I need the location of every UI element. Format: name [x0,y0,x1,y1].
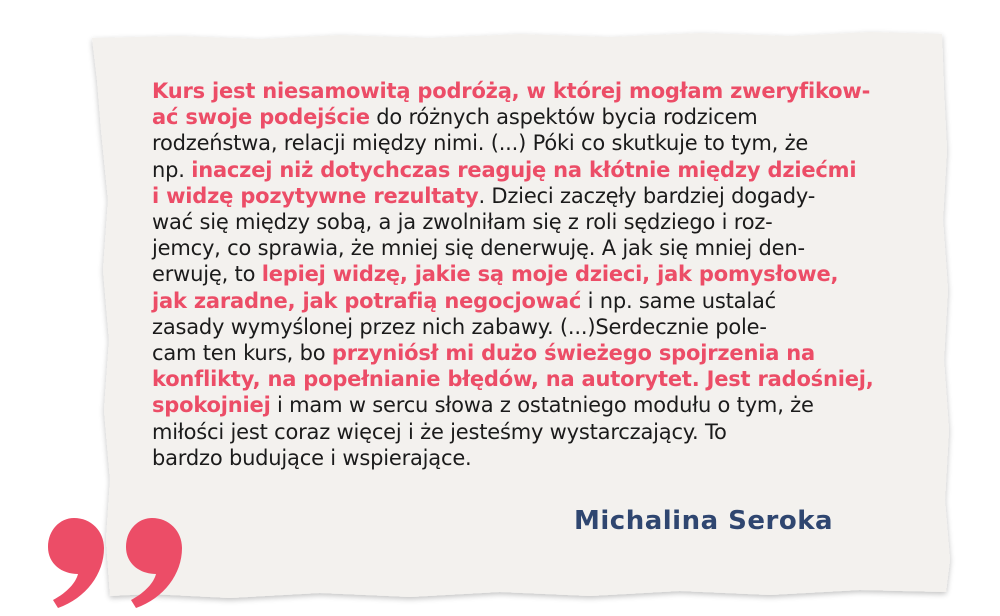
body-text: i np. same ustalać zasady wymyślonej przez nich zabawy. (...)Serdecznie pole- cam ten kurs, bo [152,288,776,366]
body-text: do różnych aspektów bycia rodzicem rodzeństwa, relacji między nimi. (...) Póki co skutkuje to tym, że np. [152,105,809,182]
highlighted-phrase: przyniósł mi dużo świeżego spojrzenia na konflikty, na popełnianie błędów, na autorytet. Jest radośniej, spokojniej [152,341,874,418]
highlighted-phrase: inaczej niż dotychczas reaguję na kłótnie między dziećmi i widzę pozytywne rezultaty [152,157,857,208]
body-text: . Dzieci zaczęły bardziej dogady- wać się między sobą, a ja zwolniłam się z roli sędziego i roz- jemcy, co sprawia, że mniej się denerwuję. A jak się mniej den- erwuję, to [152,183,816,287]
testimonial-text [152,78,892,471]
highlighted-phrase: lepiej widzę, jakie są moje dzieci, jak pomysłowe, jak zaradne, jak potrafią negocjować [152,262,839,313]
highlighted-phrase: Kurs jest niesamowitą podróżą, w której mogłam zweryfikow- ać swoje podejście [152,79,871,130]
closing-quote-icon [44,512,194,612]
body-text: i mam w sercu słowa z ostatniego modułu o tym, że miłości jest coraz więcej i że jesteśmy wystarczający. To bardzo budujące i wspierające. [152,393,814,470]
author-name: Michalina Seroka [574,506,834,536]
